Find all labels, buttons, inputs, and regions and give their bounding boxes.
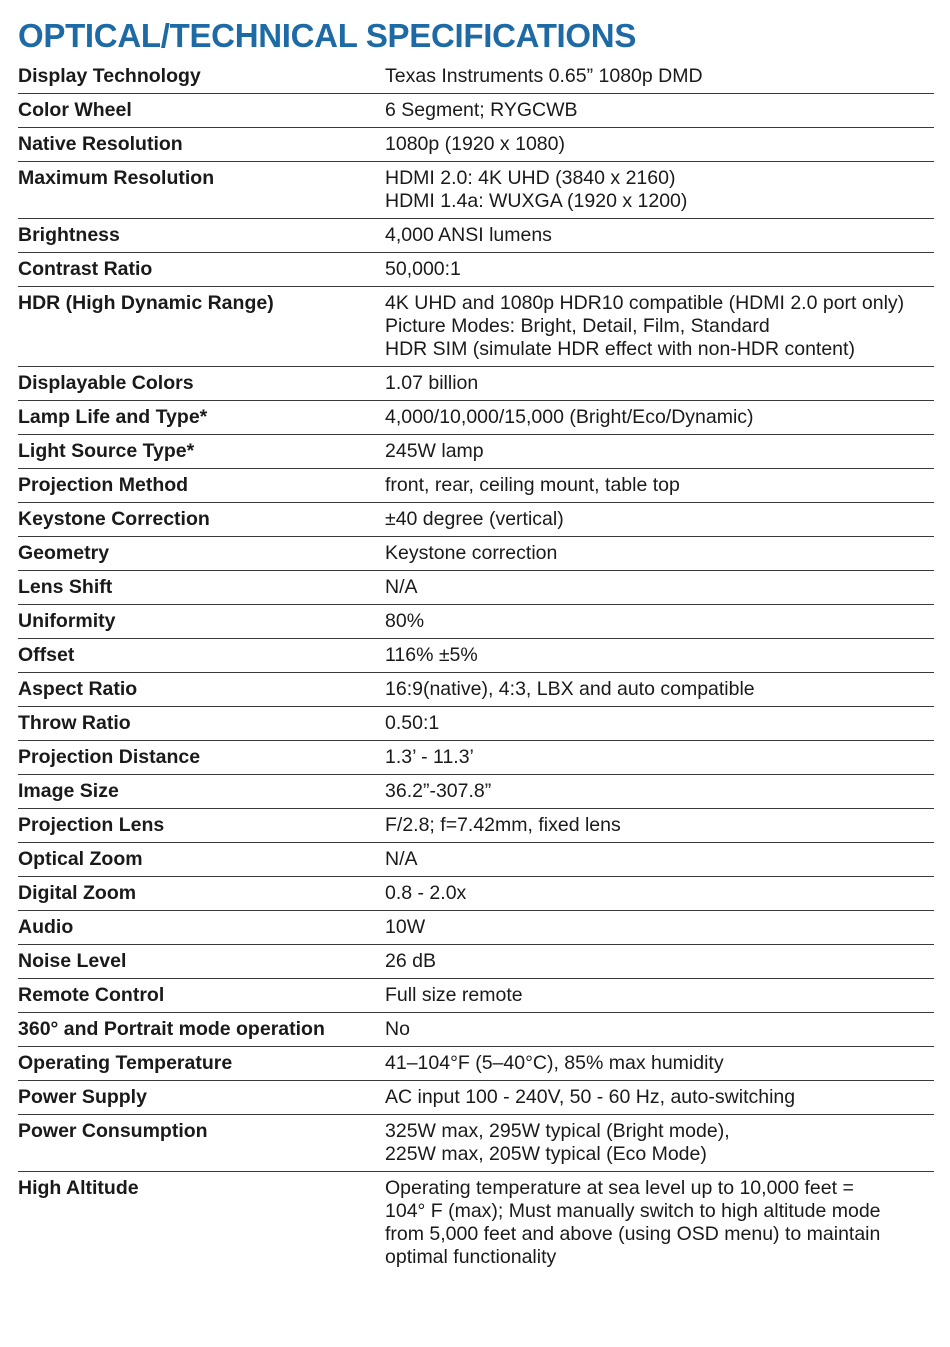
spec-value — [385, 65, 934, 88]
spec-value — [385, 1018, 934, 1041]
spec-value-line: 41–104°F (5–40°C), 85% max humidity — [385, 1052, 724, 1074]
spec-value — [385, 882, 934, 905]
spec-label: Throw Ratio — [18, 712, 131, 734]
spec-label: Geometry — [18, 542, 110, 564]
spec-value — [385, 916, 934, 939]
spec-label: High Altitude — [18, 1177, 139, 1199]
spec-value — [385, 814, 934, 837]
spec-value — [385, 780, 934, 803]
spec-value-line: 6 Segment; RYGCWB — [385, 99, 578, 121]
spec-value — [385, 133, 934, 156]
spec-value-line: Full size remote — [385, 984, 523, 1006]
spec-value — [385, 406, 934, 429]
spec-value — [385, 542, 934, 565]
spec-value-line: 225W max, 205W typical (Eco Mode) — [385, 1143, 707, 1165]
spec-row — [18, 775, 934, 809]
spec-label: Projection Lens — [18, 814, 165, 836]
spec-label: Noise Level — [18, 950, 127, 972]
spec-value-line: 0.50:1 — [385, 712, 440, 734]
spec-value — [385, 292, 934, 361]
spec-row — [18, 673, 934, 707]
spec-label: HDR (High Dynamic Range) — [18, 292, 274, 314]
spec-row — [18, 605, 934, 639]
spec-label: Lamp Life and Type* — [18, 406, 208, 428]
spec-value — [385, 1086, 934, 1109]
spec-row — [18, 639, 934, 673]
spec-row — [18, 401, 934, 435]
spec-value-line: 0.8 - 2.0x — [385, 882, 467, 904]
spec-value — [385, 372, 934, 395]
spec-label: Digital Zoom — [18, 882, 137, 904]
spec-row — [18, 1047, 934, 1081]
spec-row — [18, 1013, 934, 1047]
spec-label: Keystone Correction — [18, 508, 210, 530]
spec-value-line: front, rear, ceiling mount, table top — [385, 474, 680, 496]
spec-label: Native Resolution — [18, 133, 183, 155]
spec-value-line: 1.07 billion — [385, 372, 479, 394]
spec-label: Contrast Ratio — [18, 258, 153, 280]
spec-value-line: HDMI 2.0: 4K UHD (3840 x 2160) — [385, 167, 676, 189]
spec-value-line: from 5,000 feet and above (using OSD menu) to maintain — [385, 1223, 881, 1245]
spec-value — [385, 1177, 934, 1269]
spec-value-line: 4,000/10,000/15,000 (Bright/Eco/Dynamic) — [385, 406, 754, 428]
spec-row — [18, 367, 934, 401]
spec-row — [18, 435, 934, 469]
spec-value — [385, 224, 934, 247]
spec-value-line: 1.3’ - 11.3’ — [385, 746, 474, 768]
spec-value — [385, 576, 934, 599]
spec-table — [18, 60, 934, 1274]
spec-row — [18, 162, 934, 219]
spec-row — [18, 287, 934, 367]
spec-value-line: 1080p (1920 x 1080) — [385, 133, 565, 155]
spec-row — [18, 945, 934, 979]
spec-value-line: 245W lamp — [385, 440, 484, 462]
spec-value — [385, 258, 934, 281]
spec-value-line: Texas Instruments 0.65” 1080p DMD — [385, 65, 703, 87]
spec-value — [385, 167, 934, 213]
spec-row — [18, 843, 934, 877]
spec-label: Power Consumption — [18, 1120, 208, 1142]
spec-label: Aspect Ratio — [18, 678, 138, 700]
spec-value-line: 80% — [385, 610, 425, 632]
spec-value-line: 50,000:1 — [385, 258, 461, 280]
spec-label: Lens Shift — [18, 576, 113, 598]
spec-value-line: 4,000 ANSI lumens — [385, 224, 552, 246]
spec-row — [18, 911, 934, 945]
spec-row — [18, 60, 934, 94]
spec-label: Projection Distance — [18, 746, 201, 768]
spec-value-line: AC input 100 - 240V, 50 - 60 Hz, auto-switching — [385, 1086, 796, 1108]
spec-value-line: 104° F (max); Must manually switch to high altitude mode — [385, 1200, 881, 1222]
spec-value-line: 10W — [385, 916, 426, 938]
spec-row — [18, 1081, 934, 1115]
spec-row — [18, 469, 934, 503]
spec-row — [18, 253, 934, 287]
spec-label: Displayable Colors — [18, 372, 194, 394]
spec-label: Color Wheel — [18, 99, 132, 121]
spec-value-line: Picture Modes: Bright, Detail, Film, Standard — [385, 315, 770, 337]
spec-value-line: HDMI 1.4a: WUXGA (1920 x 1200) — [385, 190, 688, 212]
spec-row — [18, 1115, 934, 1172]
spec-value — [385, 440, 934, 463]
spec-value — [385, 746, 934, 769]
spec-value-line: No — [385, 1018, 410, 1040]
spec-label: Brightness — [18, 224, 120, 246]
spec-row — [18, 94, 934, 128]
spec-value — [385, 1120, 934, 1166]
spec-row — [18, 877, 934, 911]
spec-value — [385, 1052, 934, 1075]
spec-value-line: Operating temperature at sea level up to 10,000 feet = — [385, 1177, 854, 1199]
spec-value — [385, 508, 934, 531]
page-title: OPTICAL/TECHNICAL SPECIFICATIONS — [18, 17, 637, 54]
spec-label: Offset — [18, 644, 75, 666]
spec-label: Uniformity — [18, 610, 116, 632]
spec-row — [18, 979, 934, 1013]
spec-value — [385, 99, 934, 122]
spec-value-line: Keystone correction — [385, 542, 558, 564]
spec-row — [18, 707, 934, 741]
spec-label: Maximum Resolution — [18, 167, 215, 189]
spec-label: Operating Temperature — [18, 1052, 233, 1074]
spec-row — [18, 809, 934, 843]
spec-value — [385, 644, 934, 667]
spec-row — [18, 571, 934, 605]
spec-value — [385, 474, 934, 497]
spec-label: Power Supply — [18, 1086, 147, 1108]
spec-value-line: 36.2”-307.8” — [385, 780, 492, 802]
spec-value-line: 116% ±5% — [385, 644, 478, 666]
spec-row — [18, 741, 934, 775]
spec-label: 360° and Portrait mode operation — [18, 1018, 325, 1040]
spec-value-line: 325W max, 295W typical (Bright mode), — [385, 1120, 730, 1142]
spec-value-line: F/2.8; f=7.42mm, fixed lens — [385, 814, 621, 836]
spec-row — [18, 219, 934, 253]
spec-value — [385, 848, 934, 871]
spec-label: Remote Control — [18, 984, 165, 1006]
spec-value-line: 4K UHD and 1080p HDR10 compatible (HDMI 2.0 port only) — [385, 292, 905, 314]
spec-value-line: 26 dB — [385, 950, 436, 972]
spec-label: Display Technology — [18, 65, 201, 87]
spec-label: Image Size — [18, 780, 119, 802]
spec-value-line: HDR SIM (simulate HDR effect with non-HDR content) — [385, 338, 855, 360]
spec-value — [385, 610, 934, 633]
spec-row — [18, 537, 934, 571]
spec-label: Projection Method — [18, 474, 189, 496]
spec-value — [385, 712, 934, 735]
spec-row — [18, 503, 934, 537]
spec-value — [385, 984, 934, 1007]
spec-label: Audio — [18, 916, 74, 938]
spec-label: Light Source Type* — [18, 440, 195, 462]
spec-value-line: N/A — [385, 848, 418, 870]
spec-value-line: ±40 degree (vertical) — [385, 508, 564, 530]
spec-value — [385, 678, 934, 701]
spec-value — [385, 950, 934, 973]
spec-value-line: N/A — [385, 576, 418, 598]
spec-value-line: 16:9(native), 4:3, LBX and auto compatible — [385, 678, 755, 700]
spec-value-line: optimal functionality — [385, 1246, 557, 1268]
spec-row — [18, 1172, 934, 1274]
spec-row — [18, 128, 934, 162]
spec-label: Optical Zoom — [18, 848, 143, 870]
